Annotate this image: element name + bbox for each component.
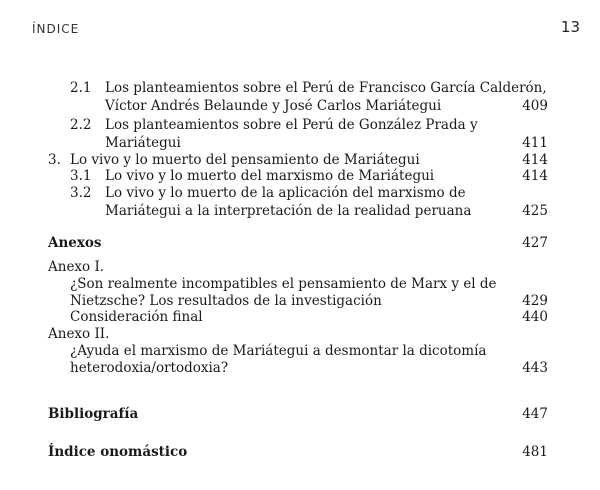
toc-entry-title: Los planteamientos sobre el Perú de González Prada y	[105, 117, 478, 133]
toc-entry-final-page: 440	[522, 309, 548, 325]
toc-entry-page: 425	[522, 203, 548, 219]
toc-entry-page: 414	[522, 168, 548, 184]
toc-entry-title-cont: Nietzsche? Los resultados de la investigación	[70, 293, 382, 309]
toc-section-page: 481	[522, 444, 548, 460]
toc-entry-title: ¿Son realmente incompatibles el pensamiento de Marx y el de	[70, 276, 497, 292]
toc-section-title: Anexos	[48, 235, 102, 251]
toc-entry-title-cont: Mariátegui a la interpretación de la realidad peruana	[105, 203, 472, 219]
toc-entry-page: 409	[522, 98, 548, 114]
toc-entry-title: ¿Ayuda el marxismo de Mariátegui a desmontar la dicotomía	[70, 343, 487, 359]
toc-entry-page: 411	[522, 135, 548, 151]
toc-entry-page: 414	[522, 152, 548, 168]
toc-entry-title: Lo vivo y lo muerto del pensamiento de Mariátegui	[70, 152, 420, 168]
page-number: 13	[560, 18, 580, 36]
toc-entry-label: Anexo I.	[48, 259, 105, 275]
toc-section-page: 447	[522, 406, 548, 422]
toc-section-title: Índice onomástico	[48, 444, 188, 460]
toc-entry-page: 443	[522, 360, 548, 376]
toc-entry-label: Anexo II.	[48, 326, 110, 342]
toc-section-page: 427	[522, 235, 548, 251]
toc-entry-number: 3.	[48, 152, 61, 168]
toc-entry-number: 2.1	[70, 80, 92, 96]
toc-entry-title: Lo vivo y lo muerto de la aplicación del marxismo de	[105, 185, 466, 201]
toc-entry-title-cont: Víctor Andrés Belaunde y José Carlos Mariátegui	[105, 98, 442, 114]
toc-entry-number: 3.2	[70, 185, 92, 201]
toc-section-title: Bibliografía	[48, 406, 139, 422]
toc-entry-title-cont: heterodoxia/ortodoxia?	[70, 360, 229, 376]
toc-entry-title: Los planteamientos sobre el Perú de Francisco García Calderón,	[105, 80, 547, 96]
toc-entry-number: 2.2	[70, 117, 92, 133]
toc-entry-page: 429	[522, 293, 548, 309]
running-title: ÍNDICE	[32, 22, 80, 36]
toc-entry-number: 3.1	[70, 168, 92, 184]
toc-entry-title-cont: Mariátegui	[105, 135, 181, 151]
toc-entry-title: Lo vivo y lo muerto del marxismo de Mariátegui	[105, 168, 435, 184]
toc-entry-final: Consideración final	[70, 309, 203, 325]
